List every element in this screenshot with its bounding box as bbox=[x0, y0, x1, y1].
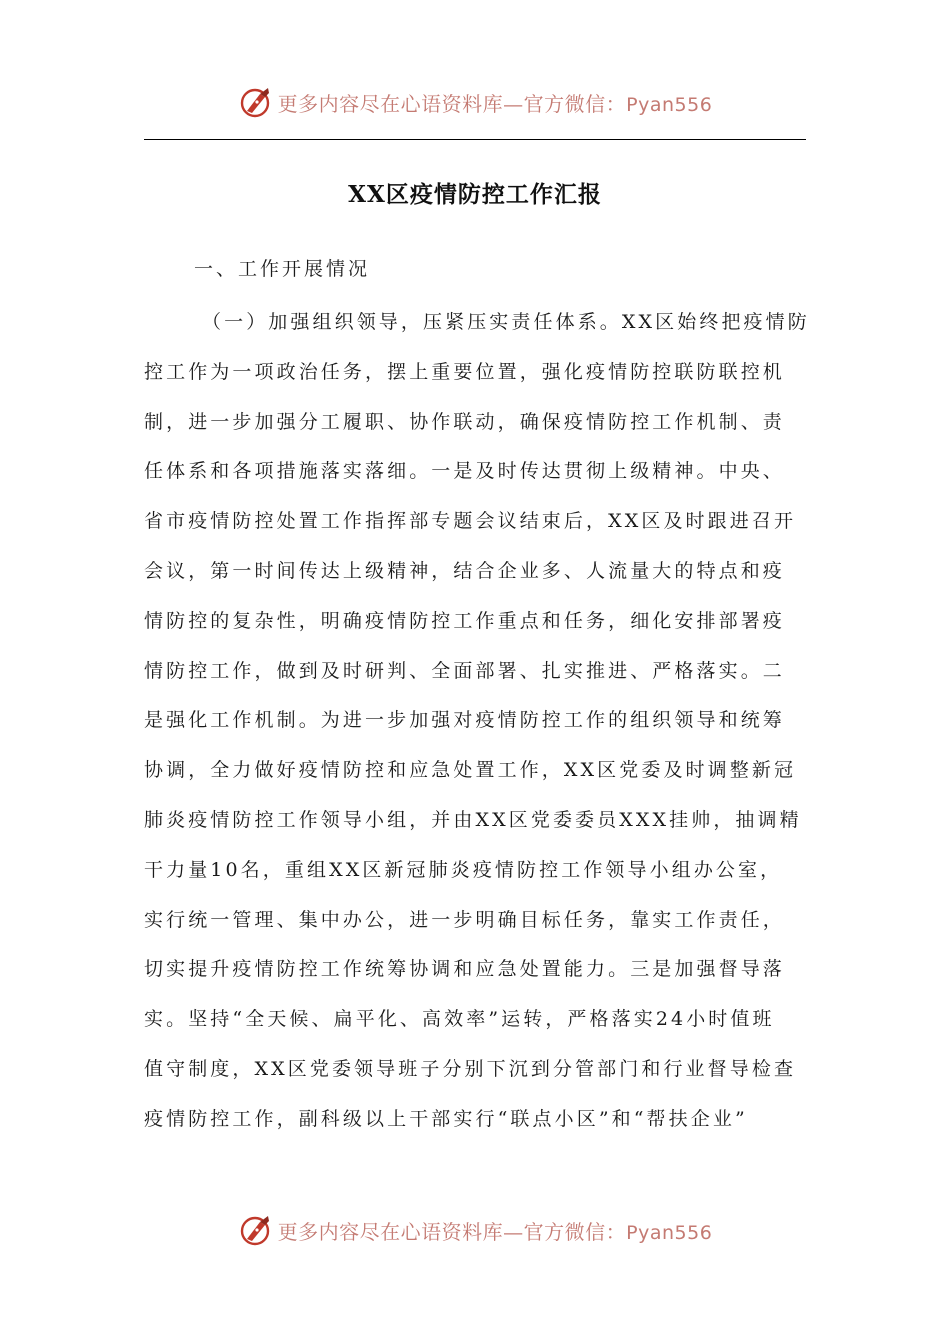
body-line: 切实提升疫情防控工作统筹协调和应急处置能力。三是加强督导落 bbox=[144, 958, 785, 981]
body-line: 情防控工作，做到及时研判、全面部署、扎实推进、严格落实。二 bbox=[144, 659, 785, 682]
pen-nib-circle-icon bbox=[238, 84, 274, 120]
body-line: 实。坚持“全天候、扁平化、高效率”运转，严格落实24小时值班 bbox=[144, 1008, 775, 1031]
document-title: XX区疫情防控工作汇报 bbox=[348, 181, 602, 208]
body-line: 疫情防控工作，副科级以上干部实行“联点小区”和“帮扶企业” bbox=[144, 1107, 748, 1130]
body-line: 实行统一管理、集中办公，进一步明确目标任务，靠实工作责任， bbox=[144, 908, 785, 931]
footer-watermark-banner bbox=[0, 1208, 950, 1252]
pen-nib-circle-icon bbox=[238, 1212, 274, 1248]
body-line: 制，进一步加强分工履职、协作联动，确保疫情防控工作机制、责 bbox=[144, 410, 785, 433]
body-line: 任体系和各项措施落实落细。一是及时传达贯彻上级精神。中央、 bbox=[144, 460, 785, 483]
body-line: 干力量10名，重组XX区新冠肺炎疫情防控工作领导小组办公室， bbox=[144, 858, 783, 881]
body-line: 是强化工作机制。为进一步加强对疫情防控工作的组织领导和统筹 bbox=[144, 709, 785, 732]
body-line: 肺炎疫情防控工作领导小组，并由XX区党委委员XXX挂帅，抽调精 bbox=[144, 808, 802, 831]
watermark-text: 更多内容尽在心语资料库—官方微信：Pyan556 bbox=[277, 91, 713, 116]
body-line: （一）加强组织领导，压紧压实责任体系。XX区始终把疫情防 bbox=[202, 311, 810, 333]
body-line: 情防控的复杂性，明确疫情防控工作重点和任务，细化安排部署疫 bbox=[144, 609, 785, 632]
header-divider bbox=[144, 139, 806, 140]
body-line: 省市疫情防控处置工作指挥部专题会议结束后，XX区及时跟进召开 bbox=[144, 510, 797, 533]
body-text bbox=[144, 303, 814, 1150]
body-line: 会议，第一时间传达上级精神，结合企业多、人流量大的特点和疫 bbox=[144, 559, 785, 582]
body-line: 控工作为一项政治任务，摆上重要位置，强化疫情防控联防联控机 bbox=[144, 360, 785, 383]
section-heading: 一、工作开展情况 bbox=[194, 258, 371, 280]
watermark-contact: Pyan556 bbox=[626, 93, 713, 116]
header-watermark-banner bbox=[0, 80, 950, 124]
body-line: 协调，全力做好疫情防控和应急处置工作，XX区党委及时调整新冠 bbox=[144, 759, 797, 782]
watermark-contact: Pyan556 bbox=[626, 1221, 713, 1244]
watermark-text: 更多内容尽在心语资料库—官方微信：Pyan556 bbox=[277, 1219, 713, 1244]
body-line: 值守制度，XX区党委领导班子分别下沉到分管部门和行业督导检查 bbox=[144, 1057, 797, 1080]
